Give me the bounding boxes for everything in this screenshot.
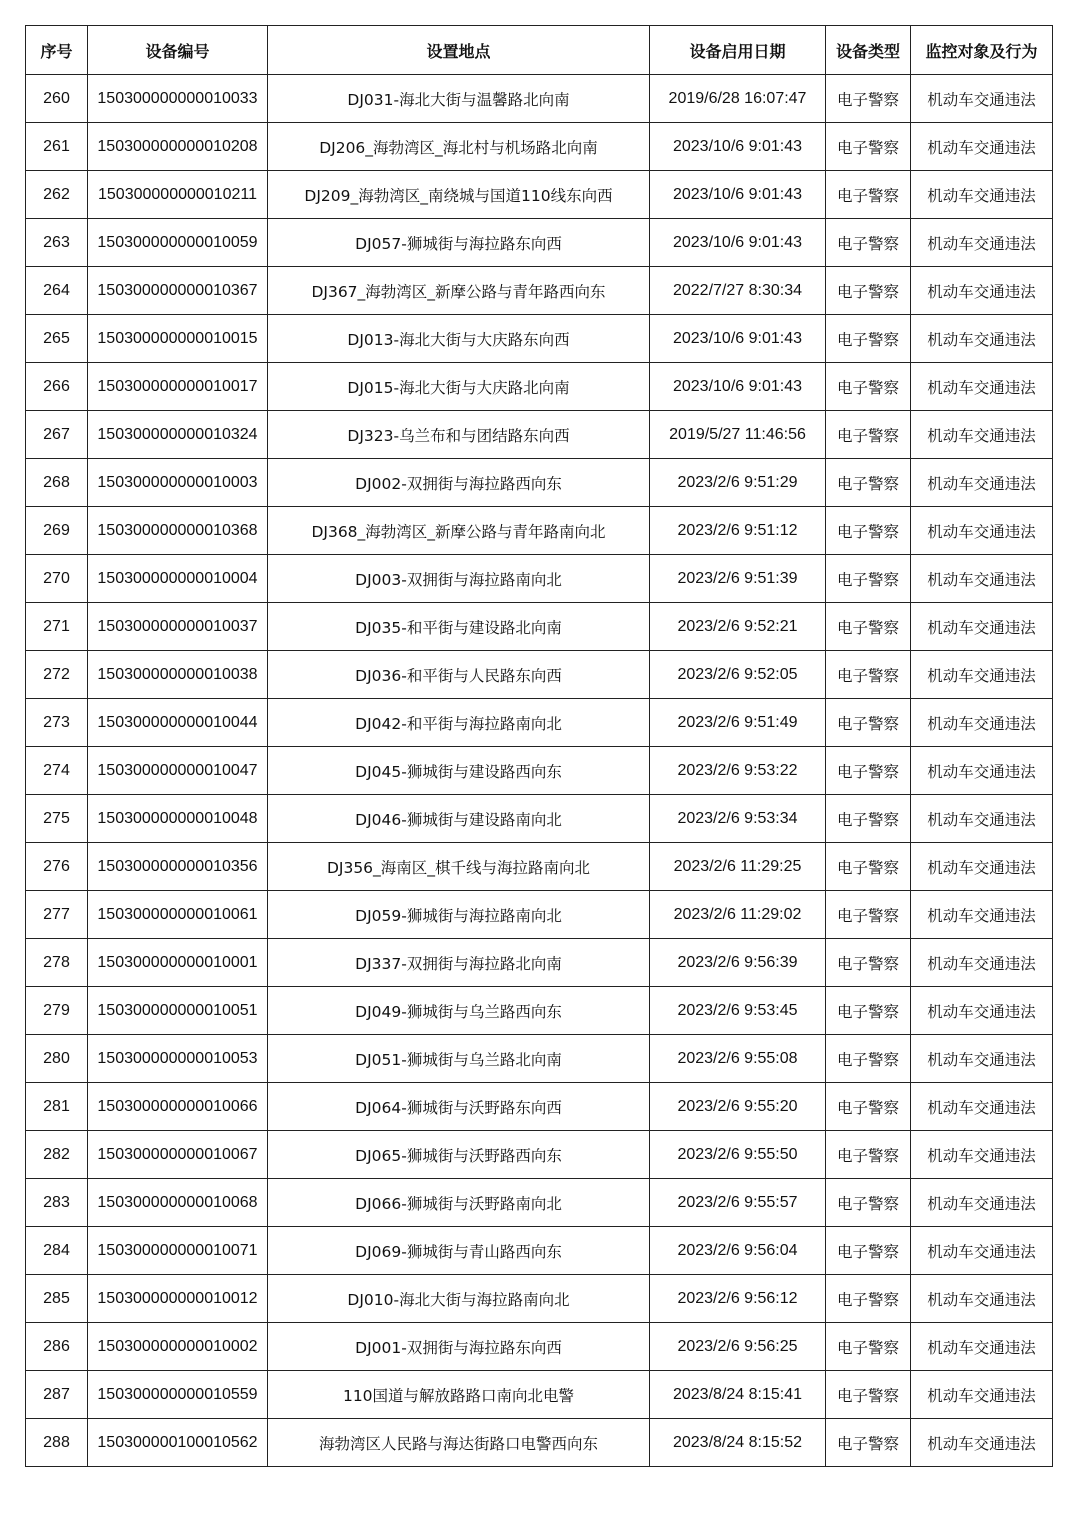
- table-row: [26, 939, 1053, 987]
- cell-location: DJ013-海北大街与大庆路东向西: [268, 315, 650, 363]
- table-row: [26, 1419, 1053, 1467]
- cell-location: DJ323-乌兰布和与团结路东向西: [268, 411, 650, 459]
- cell-start-date: 2023/10/6 9:01:43: [650, 363, 826, 411]
- table-row: [26, 123, 1053, 171]
- cell-start-date: 2023/2/6 9:53:22: [650, 747, 826, 795]
- table-row: [26, 1035, 1053, 1083]
- cell-device-type: 电子警察: [826, 699, 911, 747]
- cell-device-type: 电子警察: [826, 987, 911, 1035]
- cell-device-id: 150300000000010004: [88, 555, 268, 603]
- cell-index: 272: [26, 651, 88, 699]
- cell-device-type: 电子警察: [826, 1227, 911, 1275]
- cell-location: DJ057-狮城街与海拉路东向西: [268, 219, 650, 267]
- cell-device-type: 电子警察: [826, 267, 911, 315]
- cell-location: DJ046-狮城街与建设路南向北: [268, 795, 650, 843]
- cell-device-id: 150300000000010071: [88, 1227, 268, 1275]
- cell-location: DJ209_海勃湾区_南绕城与国道110线东向西: [268, 171, 650, 219]
- cell-index: 278: [26, 939, 88, 987]
- cell-index: 261: [26, 123, 88, 171]
- cell-location: 海勃湾区人民路与海达街路口电警西向东: [268, 1419, 650, 1467]
- cell-index: 268: [26, 459, 88, 507]
- cell-device-id: 150300000000010066: [88, 1083, 268, 1131]
- cell-start-date: 2023/2/6 9:56:25: [650, 1323, 826, 1371]
- table-row: [26, 1371, 1053, 1419]
- cell-location: DJ065-狮城街与沃野路西向东: [268, 1131, 650, 1179]
- cell-device-id: 150300000000010059: [88, 219, 268, 267]
- table-row: [26, 987, 1053, 1035]
- cell-index: 264: [26, 267, 88, 315]
- cell-device-type: 电子警察: [826, 1323, 911, 1371]
- cell-start-date: 2023/8/24 8:15:41: [650, 1371, 826, 1419]
- table-row: [26, 219, 1053, 267]
- cell-start-date: 2023/2/6 9:55:50: [650, 1131, 826, 1179]
- cell-device-id: 150300000000010002: [88, 1323, 268, 1371]
- cell-device-type: 电子警察: [826, 1275, 911, 1323]
- cell-device-id: 150300000000010033: [88, 75, 268, 123]
- cell-location: DJ059-狮城街与海拉路南向北: [268, 891, 650, 939]
- table-row: [26, 1227, 1053, 1275]
- cell-device-id: 150300000000010356: [88, 843, 268, 891]
- cell-location: 110国道与解放路路口南向北电警: [268, 1371, 650, 1419]
- cell-device-type: 电子警察: [826, 939, 911, 987]
- cell-location: DJ015-海北大街与大庆路北向南: [268, 363, 650, 411]
- cell-location: DJ367_海勃湾区_新摩公路与青年路西向东: [268, 267, 650, 315]
- device-table: [25, 25, 1053, 1467]
- cell-monitor-target: 机动车交通违法: [911, 1083, 1053, 1131]
- cell-monitor-target: 机动车交通违法: [911, 507, 1053, 555]
- cell-device-type: 电子警察: [826, 1035, 911, 1083]
- cell-location: DJ066-狮城街与沃野路南向北: [268, 1179, 650, 1227]
- cell-index: 269: [26, 507, 88, 555]
- cell-start-date: 2023/10/6 9:01:43: [650, 315, 826, 363]
- table-row: [26, 1131, 1053, 1179]
- header-device-type: 设备类型: [826, 26, 911, 75]
- cell-location: DJ337-双拥街与海拉路北向南: [268, 939, 650, 987]
- cell-start-date: 2023/2/6 9:56:04: [650, 1227, 826, 1275]
- cell-index: 277: [26, 891, 88, 939]
- table-row: [26, 795, 1053, 843]
- table-row: [26, 1083, 1053, 1131]
- cell-monitor-target: 机动车交通违法: [911, 411, 1053, 459]
- cell-start-date: 2023/2/6 9:53:34: [650, 795, 826, 843]
- table-row: [26, 843, 1053, 891]
- cell-monitor-target: 机动车交通违法: [911, 75, 1053, 123]
- cell-device-id: 150300000000010048: [88, 795, 268, 843]
- header-device-id: 设备编号: [88, 26, 268, 75]
- cell-monitor-target: 机动车交通违法: [911, 699, 1053, 747]
- table-row: [26, 315, 1053, 363]
- header-monitor-target: 监控对象及行为: [911, 26, 1053, 75]
- cell-location: DJ356_海南区_棋千线与海拉路南向北: [268, 843, 650, 891]
- cell-start-date: 2019/6/28 16:07:47: [650, 75, 826, 123]
- table-body: [26, 75, 1053, 1467]
- cell-index: 266: [26, 363, 88, 411]
- cell-monitor-target: 机动车交通违法: [911, 1035, 1053, 1083]
- cell-index: 287: [26, 1371, 88, 1419]
- cell-monitor-target: 机动车交通违法: [911, 747, 1053, 795]
- cell-device-type: 电子警察: [826, 1371, 911, 1419]
- table-row: [26, 1323, 1053, 1371]
- cell-location: DJ001-双拥街与海拉路东向西: [268, 1323, 650, 1371]
- cell-monitor-target: 机动车交通违法: [911, 603, 1053, 651]
- cell-device-type: 电子警察: [826, 1179, 911, 1227]
- cell-monitor-target: 机动车交通违法: [911, 987, 1053, 1035]
- cell-start-date: 2019/5/27 11:46:56: [650, 411, 826, 459]
- cell-monitor-target: 机动车交通违法: [911, 363, 1053, 411]
- table-row: [26, 267, 1053, 315]
- cell-device-id: 150300000000010017: [88, 363, 268, 411]
- cell-monitor-target: 机动车交通违法: [911, 1419, 1053, 1467]
- cell-device-id: 150300000100010562: [88, 1419, 268, 1467]
- header-start-date: 设备启用日期: [650, 26, 826, 75]
- cell-device-type: 电子警察: [826, 315, 911, 363]
- cell-device-type: 电子警察: [826, 123, 911, 171]
- table-row: [26, 1179, 1053, 1227]
- cell-location: DJ035-和平街与建设路北向南: [268, 603, 650, 651]
- table-row: [26, 651, 1053, 699]
- cell-device-id: 150300000000010559: [88, 1371, 268, 1419]
- table-row: [26, 411, 1053, 459]
- cell-device-id: 150300000000010324: [88, 411, 268, 459]
- cell-location: DJ064-狮城街与沃野路东向西: [268, 1083, 650, 1131]
- cell-device-type: 电子警察: [826, 507, 911, 555]
- cell-start-date: 2023/2/6 9:53:45: [650, 987, 826, 1035]
- cell-location: DJ003-双拥街与海拉路南向北: [268, 555, 650, 603]
- table-row: [26, 507, 1053, 555]
- cell-device-id: 150300000000010047: [88, 747, 268, 795]
- cell-start-date: 2023/2/6 9:55:57: [650, 1179, 826, 1227]
- cell-index: 279: [26, 987, 88, 1035]
- cell-index: 283: [26, 1179, 88, 1227]
- cell-device-id: 150300000000010367: [88, 267, 268, 315]
- cell-start-date: 2023/2/6 11:29:25: [650, 843, 826, 891]
- table-row: [26, 555, 1053, 603]
- cell-start-date: 2023/2/6 9:51:49: [650, 699, 826, 747]
- cell-device-type: 电子警察: [826, 1131, 911, 1179]
- cell-start-date: 2023/2/6 9:51:29: [650, 459, 826, 507]
- cell-start-date: 2023/2/6 9:52:21: [650, 603, 826, 651]
- cell-monitor-target: 机动车交通违法: [911, 171, 1053, 219]
- cell-monitor-target: 机动车交通违法: [911, 315, 1053, 363]
- cell-monitor-target: 机动车交通违法: [911, 1275, 1053, 1323]
- cell-device-id: 150300000000010003: [88, 459, 268, 507]
- cell-start-date: 2023/2/6 11:29:02: [650, 891, 826, 939]
- table-row: [26, 603, 1053, 651]
- cell-index: 285: [26, 1275, 88, 1323]
- cell-device-id: 150300000000010068: [88, 1179, 268, 1227]
- header-location: 设置地点: [268, 26, 650, 75]
- cell-index: 273: [26, 699, 88, 747]
- cell-index: 267: [26, 411, 88, 459]
- cell-location: DJ049-狮城街与乌兰路西向东: [268, 987, 650, 1035]
- cell-monitor-target: 机动车交通违法: [911, 843, 1053, 891]
- cell-index: 286: [26, 1323, 88, 1371]
- cell-index: 263: [26, 219, 88, 267]
- cell-device-id: 150300000000010012: [88, 1275, 268, 1323]
- cell-monitor-target: 机动车交通违法: [911, 219, 1053, 267]
- cell-monitor-target: 机动车交通违法: [911, 651, 1053, 699]
- cell-location: DJ031-海北大街与温馨路北向南: [268, 75, 650, 123]
- cell-index: 280: [26, 1035, 88, 1083]
- cell-monitor-target: 机动车交通违法: [911, 267, 1053, 315]
- cell-device-type: 电子警察: [826, 219, 911, 267]
- table-row: [26, 75, 1053, 123]
- cell-device-type: 电子警察: [826, 555, 911, 603]
- cell-start-date: 2023/8/24 8:15:52: [650, 1419, 826, 1467]
- cell-index: 288: [26, 1419, 88, 1467]
- cell-start-date: 2022/7/27 8:30:34: [650, 267, 826, 315]
- cell-start-date: 2023/10/6 9:01:43: [650, 123, 826, 171]
- cell-monitor-target: 机动车交通违法: [911, 1323, 1053, 1371]
- cell-index: 270: [26, 555, 88, 603]
- cell-location: DJ051-狮城街与乌兰路北向南: [268, 1035, 650, 1083]
- cell-index: 260: [26, 75, 88, 123]
- cell-device-type: 电子警察: [826, 603, 911, 651]
- cell-monitor-target: 机动车交通违法: [911, 459, 1053, 507]
- table-row: [26, 171, 1053, 219]
- cell-start-date: 2023/2/6 9:56:39: [650, 939, 826, 987]
- cell-device-id: 150300000000010038: [88, 651, 268, 699]
- cell-device-type: 电子警察: [826, 75, 911, 123]
- cell-device-type: 电子警察: [826, 1083, 911, 1131]
- cell-start-date: 2023/2/6 9:51:12: [650, 507, 826, 555]
- cell-start-date: 2023/2/6 9:51:39: [650, 555, 826, 603]
- cell-device-type: 电子警察: [826, 1419, 911, 1467]
- cell-monitor-target: 机动车交通违法: [911, 939, 1053, 987]
- cell-device-type: 电子警察: [826, 171, 911, 219]
- cell-monitor-target: 机动车交通违法: [911, 1371, 1053, 1419]
- cell-monitor-target: 机动车交通违法: [911, 1131, 1053, 1179]
- table-row: [26, 363, 1053, 411]
- cell-device-type: 电子警察: [826, 891, 911, 939]
- cell-location: DJ010-海北大街与海拉路南向北: [268, 1275, 650, 1323]
- cell-device-type: 电子警察: [826, 795, 911, 843]
- table-row: [26, 459, 1053, 507]
- cell-device-id: 150300000000010051: [88, 987, 268, 1035]
- cell-start-date: 2023/10/6 9:01:43: [650, 171, 826, 219]
- cell-index: 274: [26, 747, 88, 795]
- cell-monitor-target: 机动车交通违法: [911, 891, 1053, 939]
- cell-index: 276: [26, 843, 88, 891]
- table-header-row: [26, 26, 1053, 75]
- table-row: [26, 1275, 1053, 1323]
- cell-location: DJ042-和平街与海拉路南向北: [268, 699, 650, 747]
- cell-start-date: 2023/2/6 9:55:20: [650, 1083, 826, 1131]
- cell-index: 265: [26, 315, 88, 363]
- document-page: [25, 25, 1053, 1467]
- cell-location: DJ045-狮城街与建设路西向东: [268, 747, 650, 795]
- table-row: [26, 699, 1053, 747]
- cell-monitor-target: 机动车交通违法: [911, 1179, 1053, 1227]
- cell-device-id: 150300000000010053: [88, 1035, 268, 1083]
- header-index: 序号: [26, 26, 88, 75]
- cell-device-type: 电子警察: [826, 411, 911, 459]
- cell-device-id: 150300000000010001: [88, 939, 268, 987]
- cell-location: DJ206_海勃湾区_海北村与机场路北向南: [268, 123, 650, 171]
- cell-monitor-target: 机动车交通违法: [911, 123, 1053, 171]
- cell-location: DJ368_海勃湾区_新摩公路与青年路南向北: [268, 507, 650, 555]
- cell-index: 284: [26, 1227, 88, 1275]
- cell-device-id: 150300000000010015: [88, 315, 268, 363]
- cell-index: 281: [26, 1083, 88, 1131]
- cell-start-date: 2023/2/6 9:56:12: [650, 1275, 826, 1323]
- cell-device-id: 150300000000010067: [88, 1131, 268, 1179]
- cell-index: 262: [26, 171, 88, 219]
- cell-device-id: 150300000000010208: [88, 123, 268, 171]
- cell-monitor-target: 机动车交通违法: [911, 795, 1053, 843]
- cell-index: 275: [26, 795, 88, 843]
- cell-start-date: 2023/2/6 9:52:05: [650, 651, 826, 699]
- cell-device-type: 电子警察: [826, 747, 911, 795]
- cell-device-type: 电子警察: [826, 651, 911, 699]
- cell-monitor-target: 机动车交通违法: [911, 1227, 1053, 1275]
- cell-device-id: 150300000000010037: [88, 603, 268, 651]
- cell-start-date: 2023/10/6 9:01:43: [650, 219, 826, 267]
- cell-index: 282: [26, 1131, 88, 1179]
- cell-device-id: 150300000000010368: [88, 507, 268, 555]
- cell-index: 271: [26, 603, 88, 651]
- cell-location: DJ036-和平街与人民路东向西: [268, 651, 650, 699]
- cell-location: DJ002-双拥街与海拉路西向东: [268, 459, 650, 507]
- table-row: [26, 747, 1053, 795]
- cell-device-id: 150300000000010061: [88, 891, 268, 939]
- cell-device-type: 电子警察: [826, 843, 911, 891]
- table-row: [26, 891, 1053, 939]
- cell-device-type: 电子警察: [826, 363, 911, 411]
- cell-device-id: 150300000000010044: [88, 699, 268, 747]
- cell-monitor-target: 机动车交通违法: [911, 555, 1053, 603]
- cell-device-id: 150300000000010211: [88, 171, 268, 219]
- cell-device-type: 电子警察: [826, 459, 911, 507]
- cell-start-date: 2023/2/6 9:55:08: [650, 1035, 826, 1083]
- cell-location: DJ069-狮城街与青山路西向东: [268, 1227, 650, 1275]
